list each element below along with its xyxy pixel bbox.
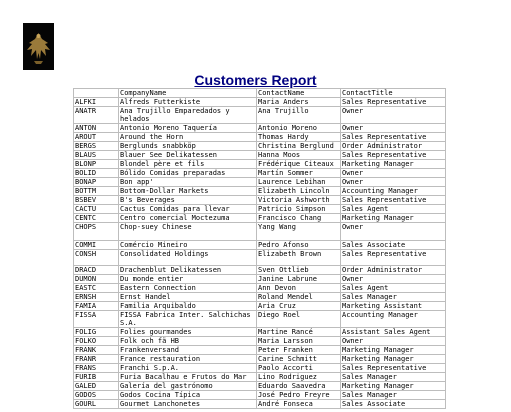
company-name-cell: Familia Arquibaldo bbox=[119, 302, 257, 311]
contact-title-cell: Sales Agent bbox=[341, 284, 446, 293]
company-name-cell: Blondel père et fils bbox=[119, 160, 257, 169]
table-row bbox=[74, 275, 446, 284]
customer-id-cell: BOLID bbox=[74, 169, 119, 178]
customer-id-cell: CONSH bbox=[74, 250, 119, 266]
customer-id-cell: BLAUS bbox=[74, 151, 119, 160]
company-name-cell: Bólido Comidas preparadas bbox=[119, 169, 257, 178]
contact-title-cell: Owner bbox=[341, 275, 446, 284]
table-row bbox=[74, 142, 446, 151]
company-name-cell: FISSA Fabrica Inter. Salchichas S.A. bbox=[119, 311, 257, 328]
company-name-cell: Centro comercial Moctezuma bbox=[119, 214, 257, 223]
contact-name-cell: Elizabeth Lincoln bbox=[257, 187, 341, 196]
table-row bbox=[74, 178, 446, 187]
table-row bbox=[74, 98, 446, 107]
contact-title-cell: Owner bbox=[341, 124, 446, 133]
contact-name-cell: Frédérique Citeaux bbox=[257, 160, 341, 169]
contact-title-cell: Order Administrator bbox=[341, 266, 446, 275]
table-row bbox=[74, 328, 446, 337]
contact-title-cell: Owner bbox=[341, 169, 446, 178]
contact-title-cell: Assistant Sales Agent bbox=[341, 328, 446, 337]
customer-id-cell: AROUT bbox=[74, 133, 119, 142]
customer-id-cell: BSBEV bbox=[74, 196, 119, 205]
table-row bbox=[74, 196, 446, 205]
company-name-cell: Franchi S.p.A. bbox=[119, 364, 257, 373]
table-row bbox=[74, 187, 446, 196]
customer-id-cell: CACTU bbox=[74, 205, 119, 214]
contact-name-cell: Antonio Moreno bbox=[257, 124, 341, 133]
contact-title-cell: Marketing Manager bbox=[341, 214, 446, 223]
company-name-cell: Chop-suey Chinese bbox=[119, 223, 257, 241]
contact-title-cell: Owner bbox=[341, 178, 446, 187]
contact-name-cell: Roland Mendel bbox=[257, 293, 341, 302]
customer-id-cell: COMMI bbox=[74, 241, 119, 250]
table-row bbox=[74, 214, 446, 223]
customers-table-body bbox=[74, 98, 446, 409]
table-row bbox=[74, 284, 446, 293]
table-row bbox=[74, 151, 446, 160]
contact-title-cell: Sales Representative bbox=[341, 196, 446, 205]
table-row bbox=[74, 205, 446, 214]
company-name-cell: Consolidated Holdings bbox=[119, 250, 257, 266]
company-name-cell: B's Beverages bbox=[119, 196, 257, 205]
contact-name-cell: Yang Wang bbox=[257, 223, 341, 241]
contact-title-cell: Sales Manager bbox=[341, 293, 446, 302]
contact-name-cell: Diego Roel bbox=[257, 311, 341, 328]
customer-id-cell: BERGS bbox=[74, 142, 119, 151]
contact-title-cell: Sales Associate bbox=[341, 400, 446, 409]
contact-title-cell: Sales Representative bbox=[341, 250, 446, 266]
contact-name-cell: Hanna Moos bbox=[257, 151, 341, 160]
contact-name-cell: Janine Labrune bbox=[257, 275, 341, 284]
company-name-cell: Godos Cocina Típica bbox=[119, 391, 257, 400]
report-title: Customers Report bbox=[194, 72, 317, 88]
contact-name-cell: Patricio Simpson bbox=[257, 205, 341, 214]
customer-id-cell: BONAP bbox=[74, 178, 119, 187]
contact-title-cell: Sales Agent bbox=[341, 205, 446, 214]
customer-id-cell: FISSA bbox=[74, 311, 119, 328]
table-row bbox=[74, 355, 446, 364]
contact-title-cell: Owner bbox=[341, 337, 446, 346]
contact-name-cell: Peter Franken bbox=[257, 346, 341, 355]
contact-title-cell: Sales Manager bbox=[341, 391, 446, 400]
contact-title-cell: Sales Representative bbox=[341, 151, 446, 160]
table-row bbox=[74, 302, 446, 311]
table-row bbox=[74, 337, 446, 346]
customer-id-cell: GOURL bbox=[74, 400, 119, 409]
table-row bbox=[74, 223, 446, 241]
company-name-cell: Furia Bacalhau e Frutos do Mar bbox=[119, 373, 257, 382]
company-name-cell: France restauration bbox=[119, 355, 257, 364]
contact-name-cell: André Fonseca bbox=[257, 400, 341, 409]
contact-title-cell: Marketing Manager bbox=[341, 382, 446, 391]
contact-name-cell: José Pedro Freyre bbox=[257, 391, 341, 400]
contact-name-cell: Francisco Chang bbox=[257, 214, 341, 223]
report-logo bbox=[23, 23, 54, 70]
company-name-cell: Ana Trujillo Emparedados y helados bbox=[119, 107, 257, 124]
company-name-cell: Folies gourmandes bbox=[119, 328, 257, 337]
company-name-cell: Bon app' bbox=[119, 178, 257, 187]
company-name-cell: Around the Horn bbox=[119, 133, 257, 142]
company-name-cell: Gourmet Lanchonetes bbox=[119, 400, 257, 409]
customer-id-cell: CHOPS bbox=[74, 223, 119, 241]
contact-name-cell: Ann Devon bbox=[257, 284, 341, 293]
table-row bbox=[74, 382, 446, 391]
table-row bbox=[74, 160, 446, 169]
table-row bbox=[74, 400, 446, 409]
contact-title-cell: Sales Associate bbox=[341, 241, 446, 250]
contact-title-cell: Marketing Manager bbox=[341, 346, 446, 355]
customer-id-cell: DUMON bbox=[74, 275, 119, 284]
customer-id-cell: DRACD bbox=[74, 266, 119, 275]
table-row bbox=[74, 241, 446, 250]
company-name-cell: Folk och fä HB bbox=[119, 337, 257, 346]
contact-name-cell: Maria Anders bbox=[257, 98, 341, 107]
contact-name-cell: Martín Sommer bbox=[257, 169, 341, 178]
contact-name-cell: Aria Cruz bbox=[257, 302, 341, 311]
contact-title-cell: Sales Representative bbox=[341, 364, 446, 373]
company-name-cell: Drachenblut Delikatessen bbox=[119, 266, 257, 275]
column-header-id bbox=[74, 89, 119, 98]
customer-id-cell: ANTON bbox=[74, 124, 119, 133]
customer-id-cell: ALFKI bbox=[74, 98, 119, 107]
company-name-cell: Bottom-Dollar Markets bbox=[119, 187, 257, 196]
company-name-cell: Antonio Moreno Taquería bbox=[119, 124, 257, 133]
eagle-emblem-icon bbox=[23, 23, 54, 70]
company-name-cell: Comércio Mineiro bbox=[119, 241, 257, 250]
table-row bbox=[74, 293, 446, 302]
contact-title-cell: Accounting Manager bbox=[341, 187, 446, 196]
contact-name-cell: Christina Berglund bbox=[257, 142, 341, 151]
company-name-cell: Berglunds snabbköp bbox=[119, 142, 257, 151]
contact-name-cell: Thomas Hardy bbox=[257, 133, 341, 142]
customer-id-cell: BLONP bbox=[74, 160, 119, 169]
table-row bbox=[74, 373, 446, 382]
contact-title-cell: Sales Representative bbox=[341, 98, 446, 107]
company-name-cell: Alfreds Futterkiste bbox=[119, 98, 257, 107]
company-name-cell: Galería del gastrónomo bbox=[119, 382, 257, 391]
contact-name-cell: Eduardo Saavedra bbox=[257, 382, 341, 391]
contact-name-cell: Paolo Accorti bbox=[257, 364, 341, 373]
table-row bbox=[74, 133, 446, 142]
company-name-cell: Ernst Handel bbox=[119, 293, 257, 302]
customer-id-cell: GODOS bbox=[74, 391, 119, 400]
customers-table bbox=[73, 88, 446, 409]
table-row bbox=[74, 346, 446, 355]
table-row bbox=[74, 364, 446, 373]
column-header-contact: ContactName bbox=[257, 89, 341, 98]
contact-name-cell: Martine Rancé bbox=[257, 328, 341, 337]
contact-name-cell: Pedro Afonso bbox=[257, 241, 341, 250]
company-name-cell: Blauer See Delikatessen bbox=[119, 151, 257, 160]
table-header-row bbox=[74, 89, 446, 98]
customer-id-cell: FOLIG bbox=[74, 328, 119, 337]
customer-id-cell: FRANK bbox=[74, 346, 119, 355]
company-name-cell: Cactus Comidas para llevar bbox=[119, 205, 257, 214]
table-row bbox=[74, 169, 446, 178]
table-row bbox=[74, 107, 446, 124]
customer-id-cell: FRANR bbox=[74, 355, 119, 364]
customer-id-cell: FAMIA bbox=[74, 302, 119, 311]
customer-id-cell: ERNSH bbox=[74, 293, 119, 302]
contact-name-cell: Sven Ottlieb bbox=[257, 266, 341, 275]
company-name-cell: Du monde entier bbox=[119, 275, 257, 284]
contact-name-cell: Ana Trujillo bbox=[257, 107, 341, 124]
customer-id-cell: BOTTM bbox=[74, 187, 119, 196]
contact-title-cell: Owner bbox=[341, 107, 446, 124]
company-name-cell: Frankenversand bbox=[119, 346, 257, 355]
contact-title-cell: Marketing Assistant bbox=[341, 302, 446, 311]
contact-name-cell: Maria Larsson bbox=[257, 337, 341, 346]
table-row bbox=[74, 391, 446, 400]
table-row bbox=[74, 266, 446, 275]
column-header-company: CompanyName bbox=[119, 89, 257, 98]
column-header-title: ContactTitle bbox=[341, 89, 446, 98]
contact-title-cell: Accounting Manager bbox=[341, 311, 446, 328]
table-row bbox=[74, 250, 446, 266]
contact-title-cell: Sales Representative bbox=[341, 133, 446, 142]
contact-name-cell: Carine Schmitt bbox=[257, 355, 341, 364]
customer-id-cell: FURIB bbox=[74, 373, 119, 382]
company-name-cell: Eastern Connection bbox=[119, 284, 257, 293]
contact-name-cell: Laurence Lebihan bbox=[257, 178, 341, 187]
customer-id-cell: CENTC bbox=[74, 214, 119, 223]
contact-title-cell: Owner bbox=[341, 223, 446, 241]
customer-id-cell: EASTC bbox=[74, 284, 119, 293]
contact-title-cell: Order Administrator bbox=[341, 142, 446, 151]
table-row bbox=[74, 311, 446, 328]
customer-id-cell: FOLKO bbox=[74, 337, 119, 346]
contact-name-cell: Elizabeth Brown bbox=[257, 250, 341, 266]
table-row bbox=[74, 124, 446, 133]
customer-id-cell: ANATR bbox=[74, 107, 119, 124]
contact-title-cell: Sales Manager bbox=[341, 373, 446, 382]
contact-title-cell: Marketing Manager bbox=[341, 160, 446, 169]
contact-name-cell: Victoria Ashworth bbox=[257, 196, 341, 205]
customer-id-cell: FRANS bbox=[74, 364, 119, 373]
contact-name-cell: Lino Rodriguez bbox=[257, 373, 341, 382]
contact-title-cell: Marketing Manager bbox=[341, 355, 446, 364]
customer-id-cell: GALED bbox=[74, 382, 119, 391]
